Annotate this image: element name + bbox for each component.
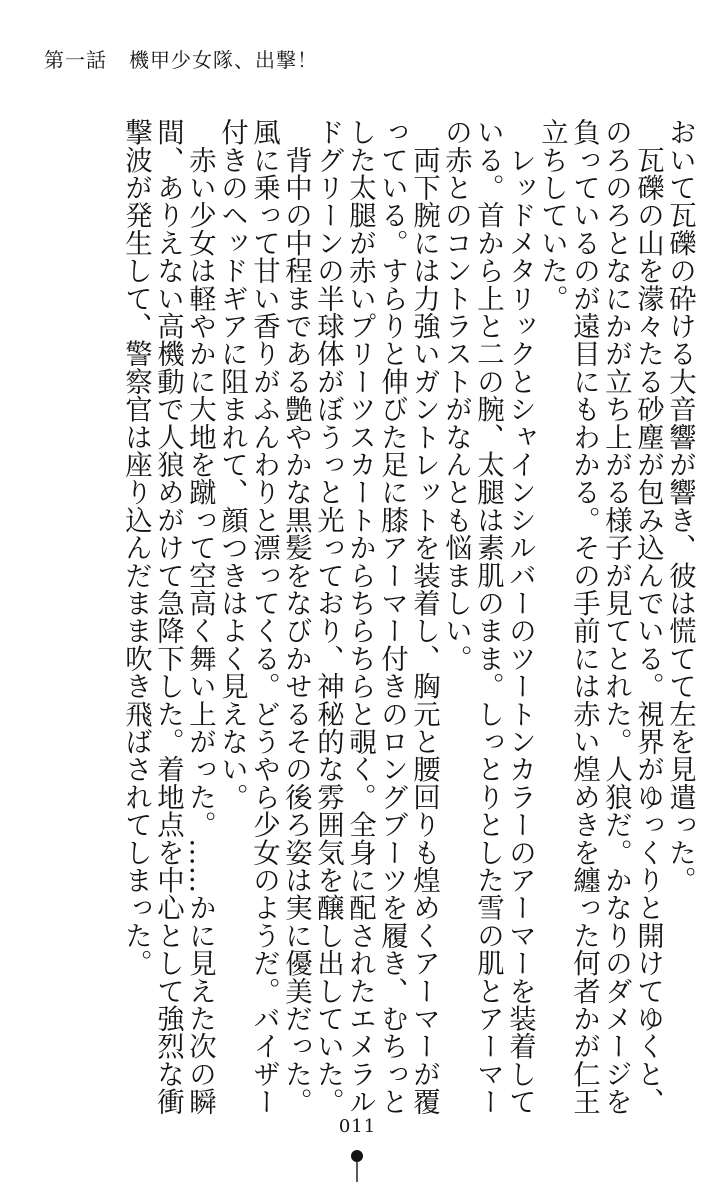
- page-ornament-icon: [348, 1148, 366, 1184]
- paragraph: 瓦礫の山を濛々たる砂塵が包み込んでいる。視界がゆっくりと開けてゆくと、のろのろとなにかが立ち上がる様子が見てとれた。人狼だ。かなりのダメージを負っているのが遠目にもわかる。その手前には赤い煌めきを纏った何者かが仁王立ちしていた。: [536, 118, 663, 1116]
- paragraph: 背中の中程まである艶やかな黒髪をなびかせるその後ろ姿は実に優美だった。風に乗って甘い香りがふんわりと漂ってくる。どうやら少女のようだ。バイザー付きのヘッドギアに阻まれて、顔つきはよく見えない。: [216, 118, 311, 1116]
- paragraph: 両下腕には力強いガントレットを装着し、胸元と腰回りも煌めくアーマーが覆っている。すらりと伸びた足に膝アーマー付きのロングブーツを履き、むちっとした太腿が赤いプリーツスカートからちらちらと覗く。全身に配されたエメラルドグリーンの半球体がぼうっと光っており、神秘的な雰囲気を醸し出していた。: [312, 118, 439, 1116]
- paragraph: おいて瓦礫の砕ける大音響が響き、彼は慌てて左を見遣った。: [664, 118, 695, 894]
- body-text: [15, 118, 695, 1118]
- paragraph: 赤い少女は軽やかに大地を蹴って空高く舞い上がった。……かに見えた次の瞬間、ありえない高機動で人狼めがけて急降下した。着地点を中心として強烈な衝撃波が発生して、警察官は座り込んだまま吹き飛ばされてしまった。: [120, 118, 215, 1116]
- paragraph: レッドメタリックとシャインシルバーのツートンカラーのアーマーを装着している。首から上と二の腕、太腿は素肌のまま。しっとりとした雪の肌とアーマーの赤とのコントラストがなんとも悩ましい。: [440, 118, 535, 1116]
- chapter-label: 第一話: [44, 48, 107, 72]
- page-number: 011: [338, 1116, 377, 1137]
- chapter-title: 機甲少女隊、出撃！: [129, 48, 318, 72]
- chapter-header: [44, 44, 318, 73]
